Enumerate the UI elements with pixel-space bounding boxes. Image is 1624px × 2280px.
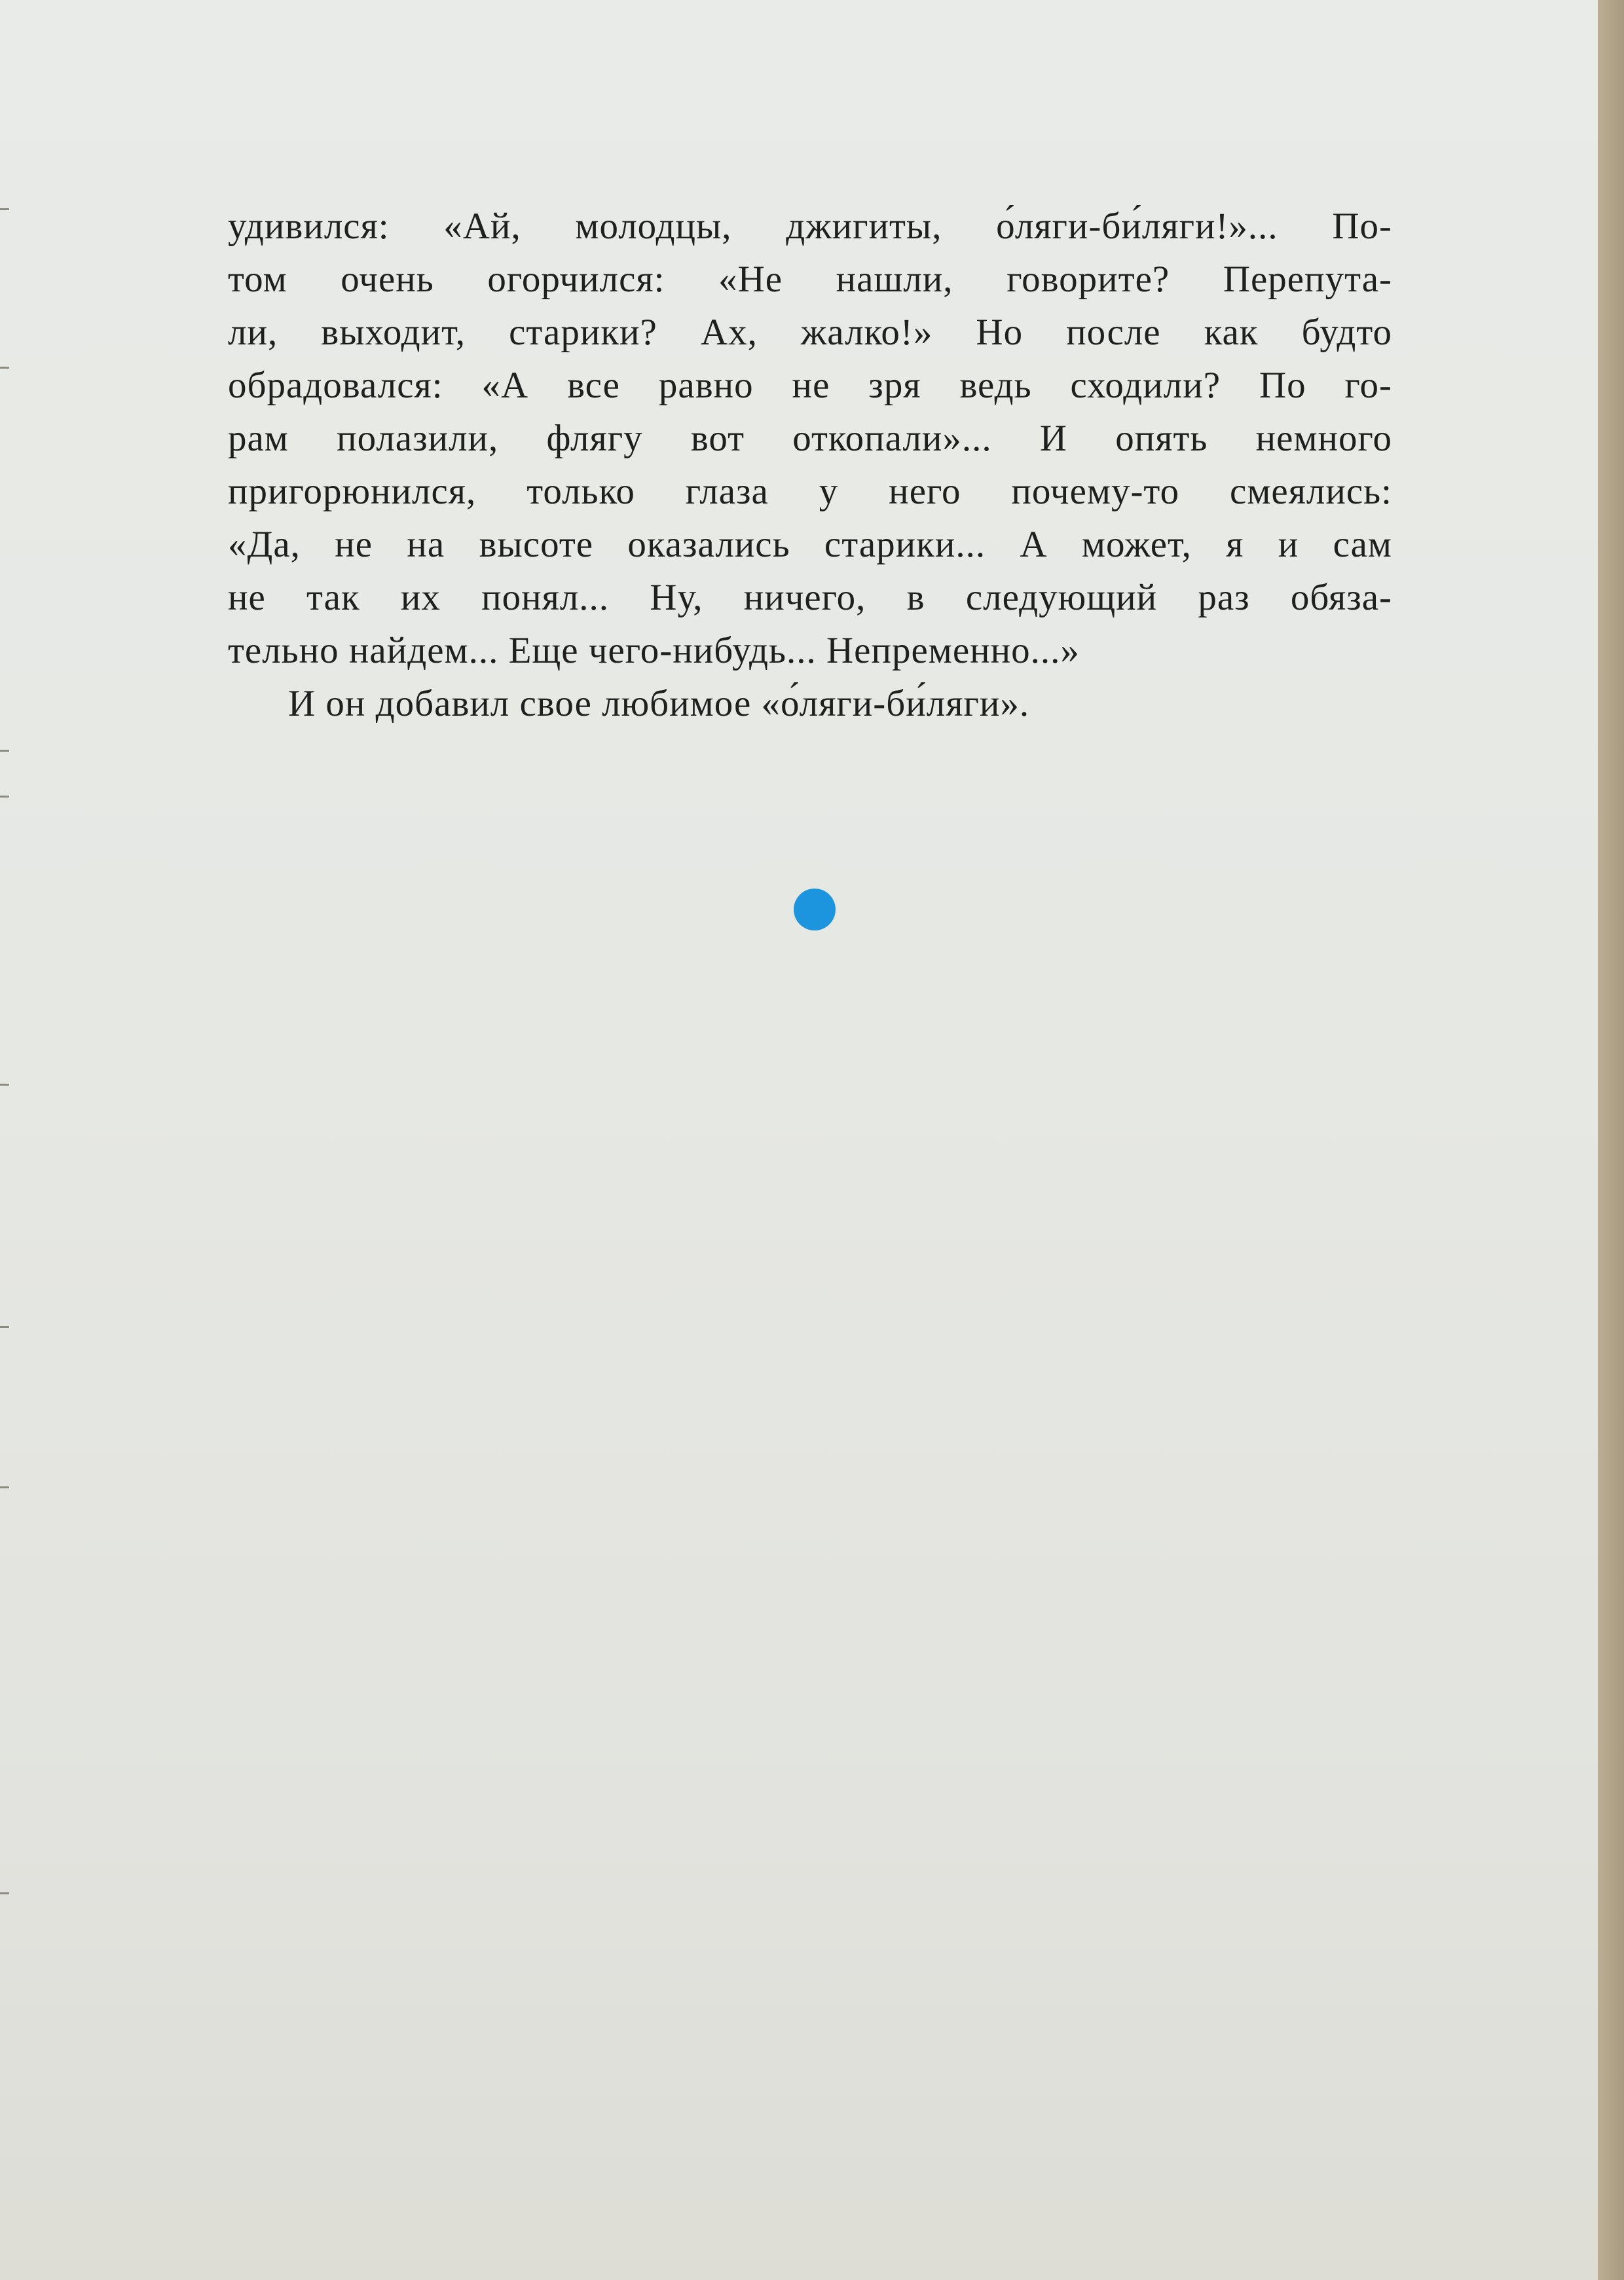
text-line: пригорюнился, только глаза у него почему-то смеялись: [228, 471, 1392, 512]
binding-stitch [0, 367, 9, 369]
text-line: обрадовался: «А все равно не зря ведь сходили? По го- [228, 365, 1392, 406]
text-line: удивился: «Ай, молодцы, джигиты, о́ляги-би́ляги!»... По- [228, 206, 1392, 247]
blue-dot-icon [794, 889, 836, 930]
binding-stitch [0, 796, 9, 798]
text-line: том очень огорчился: «Не нашли, говорите? Перепута- [228, 259, 1392, 300]
text-line: «Да, не на высоте оказались старики... А может, я и сам [228, 524, 1392, 565]
binding-stitch [0, 208, 9, 210]
next-page-edge [1598, 0, 1624, 2280]
text-line: рам полазили, флягу вот откопали»... И опять немного [228, 418, 1392, 459]
text-line: тельно найдем... Еще чего-нибудь... Непременно...» [228, 630, 1080, 671]
binding-stitch [0, 750, 9, 752]
text-line: ли, выходит, старики? Ах, жалко!» Но после как будто [228, 312, 1392, 353]
body-text [228, 200, 1392, 730]
binding-stitch [0, 1326, 9, 1328]
binding-stitch [0, 1084, 9, 1086]
binding-stitch [0, 1892, 9, 1894]
binding-stitch [0, 1486, 9, 1488]
paragraph-line: И он добавил свое любимое «о́ляги-би́ляги». [288, 683, 1030, 724]
text-line: не так их понял... Ну, ничего, в следующий раз обяза- [228, 577, 1392, 618]
